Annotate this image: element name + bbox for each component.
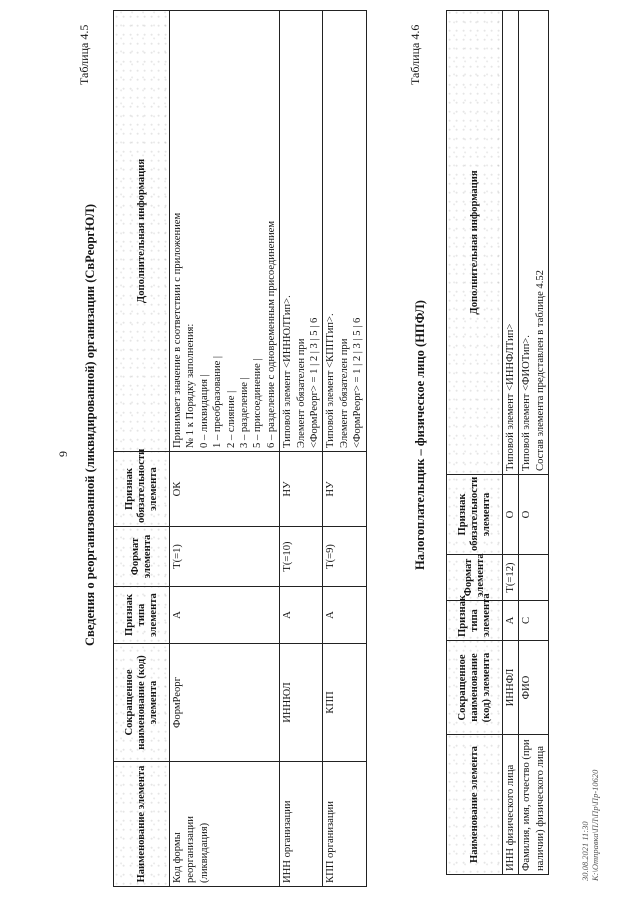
cell-info	[519, 11, 549, 475]
info-line: 1 – преобразование |	[212, 355, 224, 448]
cell-required: О	[503, 475, 519, 555]
cell-info	[503, 11, 519, 475]
info-line: Элемент обязателен при	[295, 338, 307, 448]
table-row	[280, 11, 323, 887]
cell-type: А	[503, 601, 519, 641]
cell-code: КПП	[323, 644, 366, 762]
info-line: 3 – разделение |	[239, 377, 251, 448]
table-header-row	[114, 11, 170, 887]
info-line: <ФормРеорг> = 1 | 2 | 3 | 5 | 6	[352, 317, 364, 448]
cell-code: ИННЮЛ	[280, 644, 323, 762]
table-4-6-label: Таблица 4.6	[408, 24, 422, 85]
cell-name: Код формы реорганизации (ликвидация)	[170, 762, 280, 887]
cell-format: T(=10)	[280, 527, 323, 587]
info-line: 5 – присоединение |	[252, 358, 264, 448]
column-header: Сокращенное наименование (код) элемента	[114, 644, 170, 762]
cell-required: НУ	[323, 452, 366, 527]
cell-info	[280, 11, 323, 452]
cell-format	[519, 555, 549, 601]
table-4-6	[446, 10, 549, 875]
info-line: Состав элемента представлен в таблице 4.52	[534, 270, 546, 471]
stamp-line: 30.08.2021 11:30	[580, 821, 590, 881]
cell-format: T(=1)	[170, 527, 280, 587]
cell-format: T(=12)	[503, 555, 519, 601]
cell-name: КПП организации	[323, 762, 366, 887]
table-4-6-title: Налогоплательщик – физическое лицо (НПФЛ)	[413, 300, 427, 570]
info-line: 2 – слияние |	[225, 390, 237, 448]
info-line: 0 – ликвидация |	[198, 374, 210, 448]
column-header: Сокращенное наименование (код) элемента	[447, 641, 503, 735]
column-header: Наименование элемента	[114, 762, 170, 887]
cell-type: С	[519, 601, 549, 641]
cell-code: ФИО	[519, 641, 549, 735]
cell-name: ИНН организации	[280, 762, 323, 887]
info-line: № 1 к Порядку заполнения:	[185, 323, 197, 448]
column-header: Дополнительная информация	[447, 11, 503, 475]
table-4-5	[113, 10, 367, 887]
cell-name: ИНН физического лица	[503, 735, 519, 875]
cell-required: НУ	[280, 452, 323, 527]
table-row	[503, 11, 519, 875]
table-4-5-title: Сведения о реорганизованной (ликвидированной) организации (СвРеоргЮЛ)	[83, 204, 97, 646]
stamp-line: К:\Отправка\ПЛ\Пр\Пр-10620	[590, 769, 600, 881]
info-line: Типовой элемент <ИННЮЛТип>.	[282, 295, 294, 448]
info-line: Элемент обязателен при	[338, 338, 350, 448]
column-header: Признак типа элемента	[447, 601, 503, 641]
table-4-5-label: Таблица 4.5	[77, 24, 91, 85]
column-header: Формат элемента	[114, 527, 170, 587]
column-header: Признак обязательности элемента	[447, 475, 503, 555]
cell-type: А	[170, 587, 280, 644]
column-header: Формат элемента	[447, 555, 503, 601]
info-line: Принимает значение в соответствии с приложением	[172, 212, 183, 448]
info-line: Типовой элемент <КППТип>.	[325, 313, 337, 448]
cell-format: T(=9)	[323, 527, 366, 587]
info-line: 6 – разделение с одновременным присоединением	[265, 220, 277, 448]
cell-required: ОК	[170, 452, 280, 527]
print-stamp	[580, 770, 600, 881]
cell-code: ИННФЛ	[503, 641, 519, 735]
cell-type: А	[280, 587, 323, 644]
table-row	[170, 11, 280, 887]
column-header: Признак обязательности элемента	[114, 452, 170, 527]
info-line: Типовой элемент <ФИОТип>.	[521, 335, 533, 471]
cell-code: ФормРеорг	[170, 644, 280, 762]
cell-info	[170, 11, 280, 452]
cell-name: Фамилия, имя, отчество (при наличии) физического лица	[519, 735, 549, 875]
info-line: <ФормРеорг> = 1 | 2 | 3 | 5 | 6	[309, 317, 321, 448]
column-header: Признак типа элемента	[114, 587, 170, 644]
table-header-row	[447, 11, 503, 875]
column-header: Наименование элемента	[447, 735, 503, 875]
cell-info	[323, 11, 366, 452]
table-row	[323, 11, 366, 887]
column-header: Дополнительная информация	[114, 11, 170, 452]
cell-required: О	[519, 475, 549, 555]
page-number: 9	[56, 451, 70, 457]
table-row	[519, 11, 549, 875]
cell-type: А	[323, 587, 366, 644]
info-line: Типовой элемент <ИННФЛТип>	[505, 323, 516, 471]
